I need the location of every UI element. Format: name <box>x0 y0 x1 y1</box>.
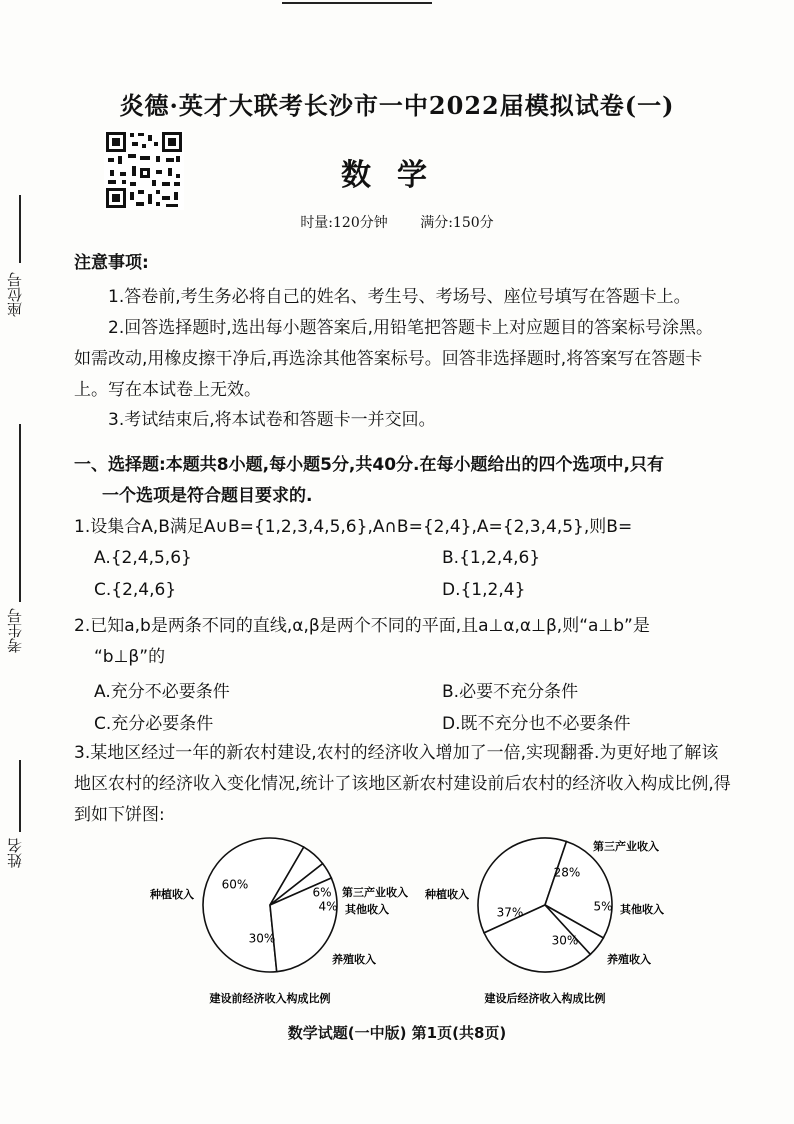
pie-before-category-label-0: 种植收入 <box>150 888 194 901</box>
pie-charts <box>140 835 700 1015</box>
q1-option-d: D.{1,2,4} <box>442 580 526 600</box>
pie-after-pct-label-3: 30% <box>551 933 579 948</box>
page-footer: 数学试题(一中版) 第1页(共8页) <box>287 1024 507 1042</box>
q1-option-a: A.{2,4,5,6} <box>94 548 192 568</box>
section-heading-line1: 一、选择题:本题共8小题,每小题5分,共40分.在每小题给出的四个选项中,只有 <box>74 455 664 475</box>
notice-item-3: 3.考试结束后,将本试卷和答题卡一并交回。 <box>108 410 436 430</box>
q2-option-d: D.既不充分也不必要条件 <box>442 714 631 734</box>
pie-after-category-label-2: 其他收入 <box>620 903 664 916</box>
notice-item-2: 2.回答选择题时,选出每小题答案后,用铅笔把答题卡上对应题目的答案标号涂黑。如需改动,用橡皮擦干净后,再选涂其他答案标号。回答非选择题时,将答案写在答题卡上。写在本试卷上无效。 <box>74 318 714 400</box>
pie-before-pct-label-1: 6% <box>312 885 332 900</box>
q2-option-a: A.充分不必要条件 <box>94 682 230 702</box>
side-label-name: 姓名 <box>6 838 24 868</box>
notice-heading: 注意事项: <box>74 253 149 273</box>
exam-time-info <box>0 212 794 232</box>
pie-after-pct-label-1: 28% <box>553 865 581 880</box>
pie-before-category-label-1: 第三产业收入 <box>342 886 408 899</box>
top-edge-line <box>282 2 432 4</box>
name-line <box>19 760 21 832</box>
exam-title: 炎德·英才大联考长沙市一中2022届模拟试卷(一) <box>119 91 675 120</box>
q2-stem-line1: 2.已知a,b是两条不同的直线,α,β是两个不同的平面,且a⊥α,α⊥β,则“a⊥b”是 <box>74 616 650 636</box>
section-heading-line2: 一个选项是符合题目要求的. <box>102 486 313 506</box>
pie-chart-after <box>424 838 664 1005</box>
pie-before-pct-label-0: 60% <box>221 877 249 892</box>
notice-item-1: 1.答卷前,考生务必将自己的姓名、考生号、考场号、座位号填写在答题卡上。 <box>108 287 691 307</box>
time-limit: 时量:120分钟 <box>300 215 388 231</box>
pie-before-title: 建设前经济收入构成比例 <box>209 992 331 1005</box>
q1-stem: 1.设集合A,B满足A∪B={1,2,3,4,5,6},A∩B={2,4},A={2,3,4,5},则B= <box>74 517 633 537</box>
side-label-exam-no: 考生号 <box>6 608 24 653</box>
q2-stem-line2: “b⊥β”的 <box>94 647 166 667</box>
q2-option-b: B.必要不充分条件 <box>442 682 579 702</box>
pie-before-category-label-2: 其他收入 <box>345 903 389 916</box>
pie-before-pct-label-3: 30% <box>248 931 276 946</box>
pie-after-category-label-0: 种植收入 <box>425 888 469 901</box>
pie-after-pct-label-0: 37% <box>496 905 524 920</box>
subject-title: 数学 <box>341 158 453 193</box>
q1-option-c: C.{2,4,6} <box>94 580 177 600</box>
q1-option-b: B.{1,2,4,6} <box>442 548 541 568</box>
exam-no-line <box>19 424 21 602</box>
q2-option-c: C.充分必要条件 <box>94 714 214 734</box>
q3-stem: 3.某地区经过一年的新农村建设,农村的经济收入增加了一倍,实现翻番.为更好地了解该地区农村的经济收入变化情况,统计了该地区新农村建设前后农村的经济收入构成比例,得到如下饼图: <box>74 743 731 825</box>
pie-before-pct-label-2: 4% <box>318 899 338 914</box>
pie-after-category-label-1: 第三产业收入 <box>593 840 659 853</box>
side-label-seat: 座位号 <box>6 272 24 317</box>
pie-before-category-label-3: 养殖收入 <box>332 953 376 966</box>
section-heading <box>74 450 734 512</box>
pie-after-title: 建设后经济收入构成比例 <box>484 992 606 1005</box>
pie-chart-before <box>149 838 408 1005</box>
pie-after-pct-label-2: 5% <box>593 899 613 914</box>
pie-after-category-label-3: 养殖收入 <box>607 953 651 966</box>
seat-line <box>19 195 21 263</box>
full-score: 满分:150分 <box>420 215 494 231</box>
